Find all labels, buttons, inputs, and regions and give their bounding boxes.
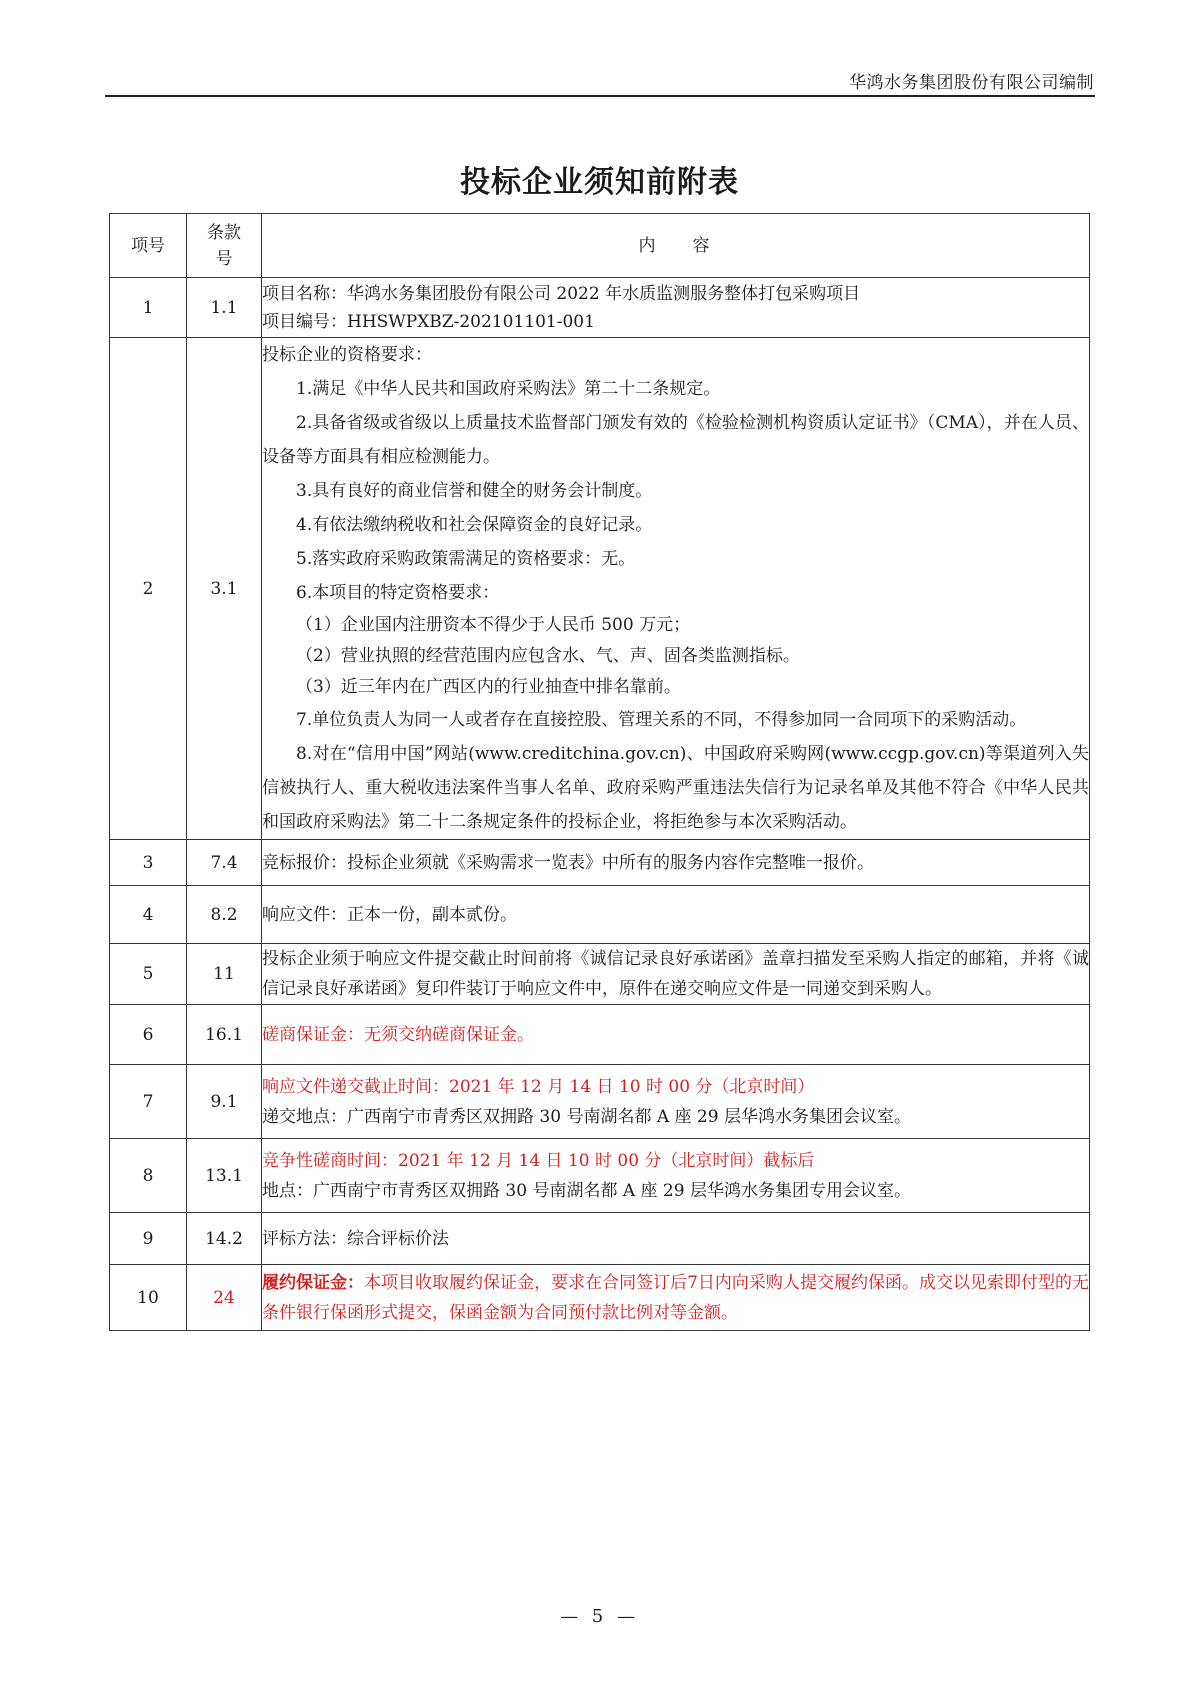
clause-number: 3.1 <box>187 338 262 840</box>
table-row <box>110 1265 1090 1331</box>
table-row <box>110 338 1090 840</box>
row-content: 响应文件：正本一份，副本贰份。 <box>262 886 1090 944</box>
performance-bond-text: 本项目收取履约保证金，要求在合同签订后7日内向采购人提交履约保函。成交以见索即付型的无条件银行保函形式提交，保函金额为合同预付款比例对等金额。 <box>262 1272 1089 1323</box>
table-row <box>110 1213 1090 1265</box>
performance-bond <box>262 1265 1090 1331</box>
project-name: 项目名称：华鸿水务集团股份有限公司 2022 年水质监测服务整体打包采购项目 <box>262 283 861 304</box>
clause-number: 7.4 <box>187 840 262 886</box>
row-content <box>262 278 1090 338</box>
header-company: 华鸿水务集团股份有限公司编制 <box>849 73 1094 93</box>
row-number: 10 <box>110 1265 187 1331</box>
header-clause-line1: 条款 <box>207 222 241 243</box>
sub-item: （1）企业国内注册资本不得少于人民币 500 万元； <box>296 615 691 635</box>
table-row <box>110 278 1090 338</box>
performance-bond-label: 履约保证金： <box>262 1272 365 1293</box>
header-clause-line2: 号 <box>215 248 233 269</box>
header-clause-no <box>187 214 262 278</box>
row-content: 竞标报价：投标企业须就《采购需求一览表》中所有的服务内容作完整唯一报价。 <box>262 840 1090 886</box>
clause-number: 8.2 <box>187 886 262 944</box>
row-content: 投标企业须于响应文件提交截止时间前将《诚信记录良好承诺函》盖章扫描发至采购人指定的邮箱，并将《诚信记录良好承诺函》复印件装订于响应文件中，原件在递交响应文件是一同递交到采购人。 <box>262 944 1090 1005</box>
row-content <box>262 338 1090 840</box>
header-content-a: 内 <box>638 235 659 256</box>
table-row <box>110 1139 1090 1213</box>
clause-number: 13.1 <box>187 1139 262 1213</box>
header-item-no: 项号 <box>110 214 187 278</box>
clause-number: 16.1 <box>187 1005 262 1065</box>
row-number: 8 <box>110 1139 187 1213</box>
row-number: 2 <box>110 338 187 840</box>
row-content <box>262 1065 1090 1139</box>
submission-deadline: 响应文件递交截止时间：2021 年 12 月 14 日 10 时 00 分（北京时间） <box>262 1076 815 1097</box>
clause-number: 9.1 <box>187 1065 262 1139</box>
deposit-notice: 磋商保证金：无须交纳磋商保证金。 <box>262 1005 1090 1065</box>
clause-number: 24 <box>187 1265 262 1331</box>
negotiation-location: 地点：广西南宁市青秀区双拥路 30 号南湖名都 A 座 29 层华鸿水务集团专用会议室。 <box>262 1180 911 1201</box>
header-content <box>262 214 1090 278</box>
table-row <box>110 886 1090 944</box>
header-content-b: 容 <box>692 235 713 256</box>
project-code: 项目编号：HHSWPXBZ-202101101-001 <box>262 311 595 332</box>
negotiation-time: 竞争性磋商时间：2021 年 12 月 14 日 10 时 00 分（北京时间）截标后 <box>262 1150 815 1171</box>
header-divider <box>105 95 1095 97</box>
qualification-intro: 投标企业的资格要求： <box>262 345 432 365</box>
submission-location: 递交地点：广西南宁市青秀区双拥路 30 号南湖名都 A 座 29 层华鸿水务集团会议室。 <box>262 1106 911 1127</box>
qualification-item: 6.本项目的特定资格要求： <box>296 583 500 603</box>
row-number: 1 <box>110 278 187 338</box>
table-header-row <box>110 214 1090 278</box>
row-number: 6 <box>110 1005 187 1065</box>
notice-table <box>109 213 1090 1331</box>
table-row <box>110 840 1090 886</box>
qualification-item: 8.对在“信用中国”网站(www.creditchina.gov.cn)、中国政府采购网(www.ccgp.gov.cn)等渠道列入失信被执行人、重大税收违法案件当事人名单、政府采购严重违法失信行为记录名单及其他不符合《中华人民共和国政府采购法》第二十二条规定条件的投标企业，将拒绝参与本次采购活动。 <box>262 744 1089 832</box>
sub-item: （2）营业执照的经营范围内应包含水、气、声、固各类监测指标。 <box>296 646 800 666</box>
qualification-item: 2.具备省级或省级以上质量技术监督部门颁发有效的《检验检测机构资质认定证书》（CMA），并在人员、设备等方面具有相应检测能力。 <box>262 413 1089 467</box>
table-row <box>110 1005 1090 1065</box>
table-row <box>110 1065 1090 1139</box>
row-number: 4 <box>110 886 187 944</box>
table-row <box>110 944 1090 1005</box>
row-number: 5 <box>110 944 187 1005</box>
clause-number: 1.1 <box>187 278 262 338</box>
row-content: 评标方法：综合评标价法 <box>262 1213 1090 1265</box>
qualification-item: 3.具有良好的商业信誉和健全的财务会计制度。 <box>296 481 653 501</box>
sub-item: （3）近三年内在广西区内的行业抽查中排名靠前。 <box>296 677 681 697</box>
qualification-item: 4.有依法缴纳税收和社会保障资金的良好记录。 <box>296 515 653 535</box>
qualification-item: 5.落实政府采购政策需满足的资格要求：无。 <box>296 549 636 569</box>
row-content <box>262 1139 1090 1213</box>
row-number: 3 <box>110 840 187 886</box>
row-number: 9 <box>110 1213 187 1265</box>
page-number: — 5 — <box>560 1606 639 1627</box>
qualification-item: 1.满足《中华人民共和国政府采购法》第二十二条规定。 <box>296 379 721 399</box>
qualification-item: 7.单位负责人为同一人或者存在直接控股、管理关系的不同，不得参加同一合同项下的采购活动。 <box>296 710 1027 730</box>
clause-number: 11 <box>187 944 262 1005</box>
page-title: 投标企业须知前附表 <box>460 165 739 200</box>
clause-number: 14.2 <box>187 1213 262 1265</box>
sub-item-list <box>262 610 1089 703</box>
row-number: 7 <box>110 1065 187 1139</box>
